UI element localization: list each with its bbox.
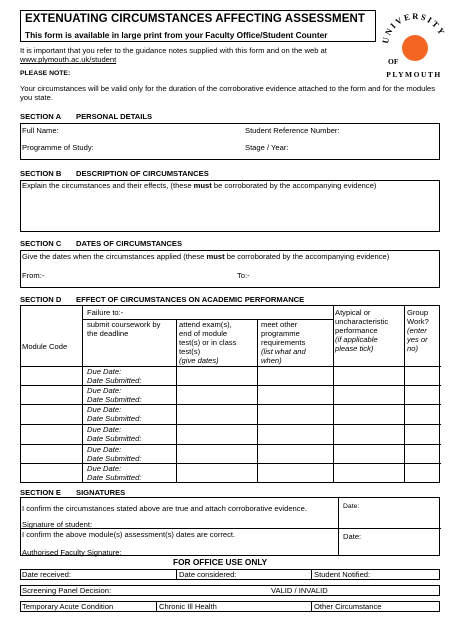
signatures-box [20,497,440,556]
atypical-header-line3: performance [335,326,378,336]
personal-details-box [20,123,440,160]
section-b-title: DESCRIPTION OF CIRCUMSTANCES [76,169,209,178]
form-title: EXTENUATING CIRCUMSTANCES AFFECTING ASSESSMENT [25,13,366,25]
section-c-title: DATES OF CIRCUMSTANCES [76,239,183,248]
student-date-field[interactable]: Date: [343,503,360,510]
atypical-header-line1: Atypical or [335,308,371,317]
meet-header-line5: when) [261,356,282,366]
attend-header-line2: end of module [179,329,228,339]
faculty-signature-field[interactable]: Authorised Faculty Signature: [22,548,122,557]
dates-instruction-emphasis: must [206,252,225,261]
section-b-heading [20,169,209,178]
circumstances-description-box[interactable] [20,180,440,232]
submit-header-line1: submit coursework by [87,320,161,329]
programme-label: Programme of Study: [22,143,94,152]
student-ref-label: Student Reference Number: [245,126,340,135]
dates-box [20,250,440,288]
date-submitted-label: Date Submitted: [87,414,142,424]
validity-note: Your circumstances will be valid only for the duration of the corroborative evidence attached to the form and for the modules you state. [20,84,436,103]
stage-label: Stage / Year: [245,143,289,152]
date-submitted-label: Date Submitted: [87,395,142,405]
date-submitted-label: Date Submitted: [87,473,142,483]
atypical-header-line5: please tick) [335,344,374,354]
intro-text [20,46,380,64]
table-row[interactable] [87,445,141,463]
meet-header-line3: requirements [261,338,306,348]
group-header-line2: Work? [407,317,429,327]
section-c-number: SECTION C [20,239,62,248]
meet-requirements-header [261,320,306,366]
description-instruction-emphasis: must [193,181,212,190]
due-date-label: Due Date: [87,425,122,434]
group-work-header [407,308,429,354]
dates-instruction-pre: Give the dates when the circumstances applied (these [22,252,207,261]
form-subtitle: This form is available in large print from your Faculty Office/Student Counter [25,29,328,40]
failure-to-header: Failure to:- [87,308,124,317]
attend-header-line4: test(s) [179,347,201,357]
temporary-acute-option[interactable]: Temporary Acute Condition [22,602,114,611]
office-row-dates [20,569,440,580]
table-row[interactable] [87,464,141,482]
atypical-header-line2: uncharacteristic [335,317,389,327]
office-row-category [20,601,440,612]
attend-header-line5: (give dates) [179,356,219,366]
student-notified-label: Student Notified: [314,570,371,579]
description-instruction-post: be corroborated by the accompanying evidence) [211,181,377,190]
student-signature-field[interactable]: Signature of student: [22,520,93,529]
table-row[interactable] [87,405,141,423]
meet-header-line4: (list what and [261,347,306,357]
due-date-label: Due Date: [87,405,122,414]
date-submitted-label: Date Submitted: [87,434,142,444]
group-header-line3: (enter [407,326,427,336]
table-row[interactable] [87,386,141,404]
form-title-box [20,10,376,42]
meet-header-line2: programme [261,329,300,339]
please-note-label: PLEASE NOTE: [20,70,71,77]
group-header-line5: no) [407,344,418,354]
atypical-header-line4: (if applicable [335,335,378,345]
group-header-line1: Group [407,308,429,317]
section-b-number: SECTION B [20,169,62,178]
table-row[interactable] [87,425,141,443]
academic-performance-table [20,305,440,483]
atypical-performance-header [335,308,388,354]
section-a-heading [20,112,152,121]
panel-decision-label: Screening Panel Decision: [22,586,112,595]
description-instruction [22,181,376,190]
date-submitted-label: Date Submitted: [87,376,142,386]
due-date-label: Due Date: [87,367,122,376]
group-header-line4: yes or [407,335,428,345]
svg-text:PLYMOUTH: PLYMOUTH [386,70,442,79]
section-d-title: EFFECT OF CIRCUMSTANCES ON ACADEMIC PERFORMANCE [76,295,305,304]
intro-sentence: It is important that you refer to the guidance notes supplied with this form and on the web at [20,46,327,55]
due-date-label: Due Date: [87,464,122,473]
office-use-heading: FOR OFFICE USE ONLY [173,557,268,567]
attend-header-line3: test(s) or in class [179,338,237,348]
submit-header-line2: the deadline [87,329,129,339]
student-confirmation-text: I confirm the circumstances stated above are true and attach corroborative evidence. [22,504,307,513]
section-d-heading [20,295,304,304]
description-instruction-pre: Explain the circumstances and their effects, (these [22,181,194,190]
section-e-heading [20,488,125,497]
date-submitted-label: Date Submitted: [87,454,142,464]
other-circumstance-option[interactable]: Other Circumstance [314,602,382,611]
section-d-number: SECTION D [20,295,62,304]
dates-instruction [22,252,389,261]
attend-header-line1: attend exam(s), [179,320,232,329]
date-considered-label: Date considered: [179,570,237,579]
attend-exam-header [179,320,236,366]
due-date-label: Due Date: [87,445,122,454]
table-row[interactable] [87,367,141,385]
from-date-field[interactable]: From:- [22,271,45,280]
valid-invalid-choice[interactable]: VALID / INVALID [271,586,328,595]
university-logo [380,4,450,82]
office-row-decision [20,585,440,596]
section-e-title: SIGNATURES [76,488,126,497]
section-a-number: SECTION A [20,112,62,121]
full-name-label: Full Name: [22,126,59,135]
dates-instruction-post: be corroborated by the accompanying evidence) [224,252,390,261]
section-c-heading [20,239,182,248]
student-web-link[interactable]: www.plymouth.ac.uk/student [20,55,117,65]
faculty-confirmation-text: I confirm the above module(s) assessment(s) dates are correct. [22,530,236,539]
module-code-header: Module Code [22,342,68,351]
date-received-label: Date received: [22,570,71,579]
meet-header-line1: meet other [261,320,298,329]
svg-text:UNIVERSITY: UNIVERSITY [380,10,448,45]
svg-text:OF: OF [388,57,399,66]
submit-coursework-header [87,320,160,338]
section-a-title: PERSONAL DETAILS [76,112,153,121]
to-date-field[interactable]: To:- [237,271,250,280]
faculty-date-field[interactable]: Date: [343,532,362,541]
chronic-ill-health-option[interactable]: Chronic Ill Health [159,602,217,611]
due-date-label: Due Date: [87,386,122,395]
section-e-number: SECTION E [20,488,61,497]
